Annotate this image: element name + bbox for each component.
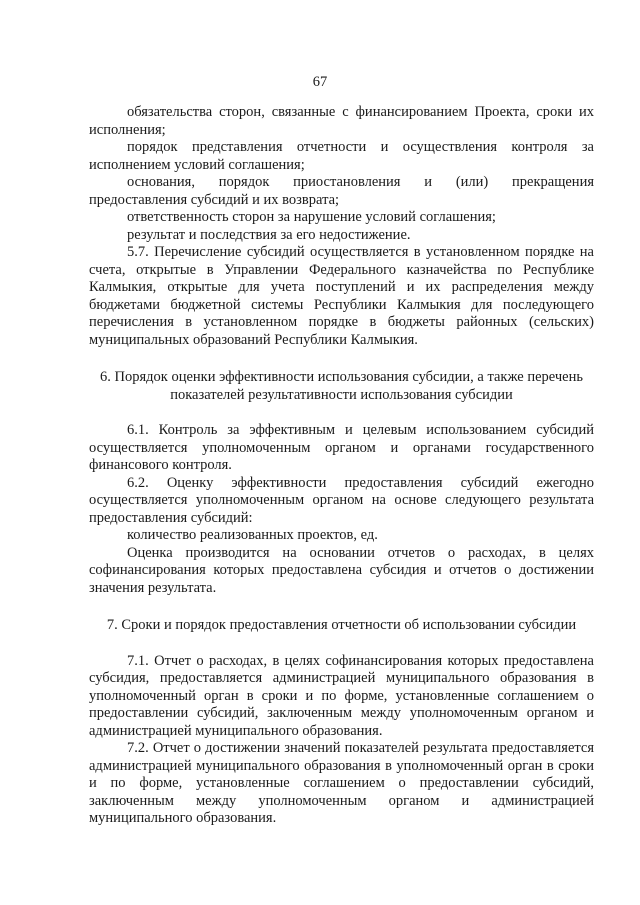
paragraph: обязательства сторон, связанные с финансированием Проекта, сроки их исполнения; [89,104,594,138]
paragraph: количество реализованных проектов, ед. [127,527,378,543]
paragraph: 5.7. Перечисление субсидий осуществляется в установленном порядке на счета, открытые в Управлении Федерального казначейства по Республике Калмыкия, открытые для учета поступлений и их распределения между бюджетами бюджетной системы Республики Калмыкия для последующего перечисления в установленном порядке в бюджеты районных (сельских) муниципальных образований Республики Калмыкия. [89,244,594,348]
section-6-heading-line1: 6. Порядок оценки эффективности использования субсидии, а также перечень [100,369,583,385]
section-6-heading-line2: показателей результативности использования субсидии [170,386,513,403]
paragraph: ответственность сторон за нарушение условий соглашения; [127,209,496,225]
document-body [89,104,594,828]
section-6-body [89,422,594,597]
section-7-heading: 7. Сроки и порядок предоставления отчетности об использовании субсидии [106,617,577,633]
paragraph: 7.2. Отчет о достижении значений показателей результата предоставляется администрацией муниципального образования в уполномоченный орган в сроки и по форме, установленные соглашением о предоставлении субсидий, заключенным между уполномоченным органом и администрацией муниципального образования. [89,740,594,826]
paragraph: Оценка производится на основании отчетов о расходах, в целях софинансирования которых предоставлена субсидия и отчетов о достижении значения результата. [89,544,594,596]
paragraph: основания, порядок приостановления и (или) прекращения предоставления субсидий и их возврата; [89,174,594,208]
paragraph: результат и последствия за его недостижение. [127,226,411,243]
paragraph: 6.2. Оценку эффективности предоставления субсидий ежегодно осуществляется уполномоченным органом на основе следующего результата предоставления субсидий: [89,474,594,526]
page-number: 67 [312,74,328,90]
paragraph: порядок представления отчетности и осуществления контроля за исполнением условий соглашения; [89,139,594,173]
section-7-body [89,653,594,828]
paragraph: 7.1. Отчет о расходах, в целях софинансирования которых предоставлена субсидия, предоставляется администрацией муниципального образования в уполномоченный орган в сроки и по форме, установленные соглашением о предоставлении субсидий, заключенным между уполномоченным органом и администрацией муниципального образования. [89,652,594,739]
section-6-heading [89,369,594,404]
paragraph: 6.1. Контроль за эффективным и целевым использованием субсидий осуществляется уполномоченным органом и органами государственного финансового контроля. [89,422,594,473]
